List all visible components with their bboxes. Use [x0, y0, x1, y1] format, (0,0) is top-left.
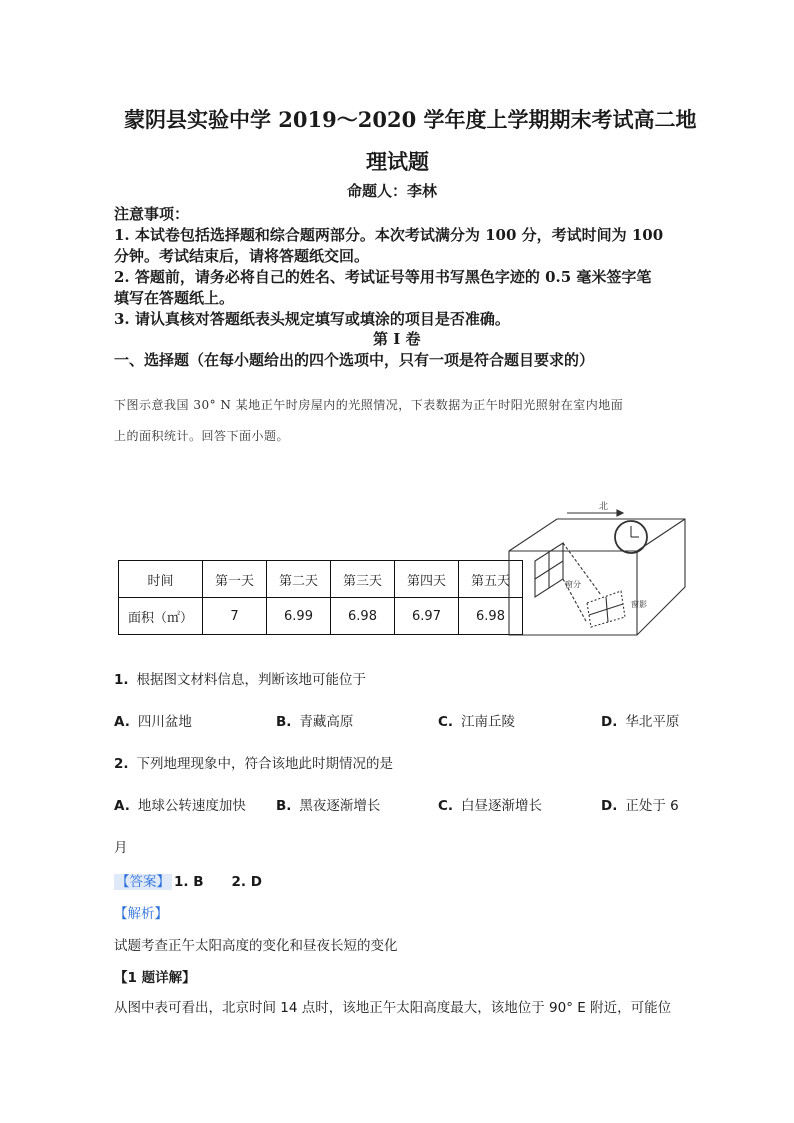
- question-text: 根据图文材料信息，判断该地可能位于: [136, 672, 367, 688]
- house-sunlight-figure: [505, 495, 690, 645]
- option-text: 白昼逐渐增长: [461, 798, 543, 814]
- analysis-tag: 【解析】: [114, 906, 168, 922]
- note-2-line2: 填写在答题纸上。: [114, 289, 235, 307]
- question-2: [114, 752, 393, 772]
- volume-heading: 第 I 卷: [373, 330, 421, 348]
- answer-2: 2. D: [231, 874, 262, 890]
- intro-line2: 上的面积统计。回答下面小题。: [114, 429, 290, 443]
- question-number: 1.: [114, 672, 129, 688]
- option-text: 江南丘陵: [461, 714, 516, 730]
- q2-option-d[interactable]: [601, 794, 679, 814]
- question-text: 下列地理现象中，符合该地此时期情况的是: [136, 756, 394, 772]
- option-text: 地球公转速度加快: [137, 798, 246, 814]
- table-row-label: 面积（㎡）: [119, 598, 203, 635]
- window-label: 窗分: [565, 580, 581, 589]
- q1-option-d[interactable]: [601, 710, 679, 730]
- table-cell: 7: [203, 598, 267, 635]
- note-1-line1: 1. 本试卷包括选择题和综合题两部分。本次考试满分为 100 分，考试时间为 100: [114, 226, 664, 244]
- answer-1: 1. B: [174, 874, 204, 890]
- table-cell: 6.98: [459, 598, 523, 635]
- option-label: D.: [601, 798, 618, 814]
- table-header-cell: 第四天: [395, 561, 459, 598]
- note-1-line2: 分钟。考试结束后，请将答题纸交回。: [114, 247, 370, 265]
- option-label: C.: [438, 798, 454, 814]
- option-label: B.: [276, 714, 292, 730]
- option-label: C.: [438, 714, 454, 730]
- q1-option-b[interactable]: [276, 710, 353, 730]
- table-cell: 6.99: [267, 598, 331, 635]
- option-text: 正处于 6: [625, 798, 679, 814]
- option-label: B.: [276, 798, 292, 814]
- document-title-line1: 蒙阴县实验中学 2019～2020 学年度上学期期末考试高二地: [124, 107, 697, 132]
- table-header-cell: 第二天: [267, 561, 331, 598]
- table-header-cell: 第五天: [459, 561, 523, 598]
- option-text: 青藏高原: [299, 714, 354, 730]
- question-1: [114, 668, 366, 688]
- area-table: [118, 560, 523, 635]
- table-header-cell: 时间: [119, 561, 203, 598]
- section-heading: 一、选择题（在每小题给出的四个选项中，只有一项是符合题目要求的）: [114, 351, 595, 369]
- table-header-cell: 第三天: [331, 561, 395, 598]
- note-2-line1: 2. 答题前，请务必将自己的姓名、考试证号等用书写黑色字迹的 0.5 毫米签字笔: [114, 268, 652, 286]
- analysis-summary: 试题考查正午太阳高度的变化和昼夜长短的变化: [114, 938, 398, 954]
- option-label: D.: [601, 714, 618, 730]
- q2-option-c[interactable]: [438, 794, 542, 814]
- north-label: 北: [599, 502, 609, 512]
- table-header-row: [119, 561, 523, 598]
- q2-option-a[interactable]: [114, 794, 246, 814]
- detail-heading: 【1 题详解】: [114, 970, 196, 986]
- document-title-line2: 理试题: [366, 149, 429, 174]
- detail-line1: 从图中表可看出，北京时间 14 点时，该地正午太阳高度最大，该地位于 90° E 附近，可能位: [114, 1000, 672, 1016]
- table-cell: 6.97: [395, 598, 459, 635]
- option-label: A.: [114, 798, 130, 814]
- option-text: 华北平原: [625, 714, 680, 730]
- table-header-cell: 第一天: [203, 561, 267, 598]
- q2-option-b[interactable]: [276, 794, 380, 814]
- note-3: 3. 请认真核对答题纸表头规定填写或填涂的项目是否准确。: [114, 310, 510, 328]
- q1-option-c[interactable]: [438, 710, 515, 730]
- q2-option-d-continuation: 月: [114, 840, 128, 856]
- option-text: 四川盆地: [137, 714, 192, 730]
- q1-option-a[interactable]: [114, 710, 192, 730]
- table-cell: 6.98: [331, 598, 395, 635]
- intro-line1: 下图示意我国 30° N 某地正午时房屋内的光照情况，下表数据为正午时阳光照射在室内地面: [114, 398, 624, 412]
- table-row: [119, 598, 523, 635]
- notes-heading: 注意事项：: [114, 205, 190, 223]
- answer-tag: 【答案】: [116, 874, 170, 890]
- option-text: 黑夜逐渐增长: [299, 798, 381, 814]
- answer-line: [114, 870, 262, 890]
- option-label: A.: [114, 714, 130, 730]
- question-number: 2.: [114, 756, 129, 772]
- shadow-label: 窗影: [631, 600, 647, 609]
- author-line: 命题人：李林: [347, 182, 438, 200]
